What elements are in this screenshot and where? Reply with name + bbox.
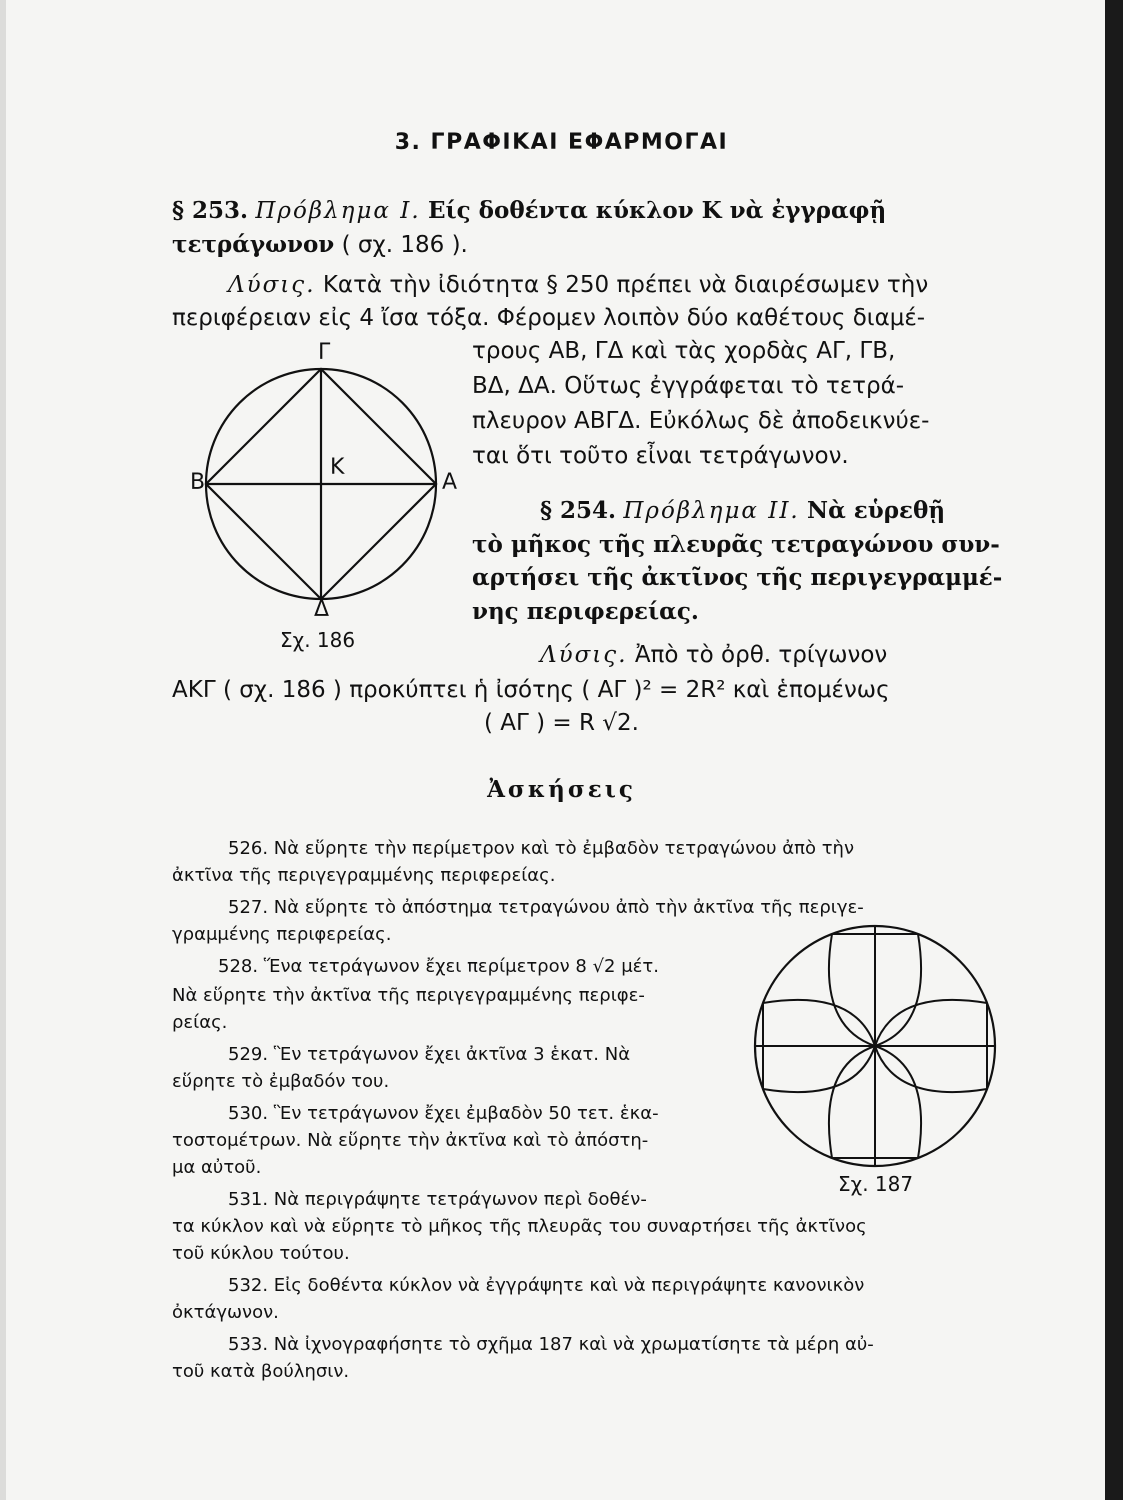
fig187-arc-right-top (875, 1000, 987, 1046)
p254-statement-line2: τὸ μῆκος τῆς πλευρᾶς τετραγώνου συν- (472, 531, 1000, 558)
figure-187 (745, 916, 1005, 1176)
p253-statement-line1 (172, 196, 886, 226)
p253-statement-line2 (172, 230, 468, 260)
exercise-533-line2: τοῦ κατὰ βούλησιν. (172, 1361, 350, 1382)
fig187-caption: Σχ. 187 (838, 1172, 914, 1196)
exercise-528-line1: 528. Ἕνα τετράγωνον ἔχει περίμετρον 8 √2 μέτ. (218, 956, 659, 977)
p253-statement-2: τετράγωνον (172, 231, 335, 258)
fig187-arc-right-bottom (875, 1046, 987, 1092)
p254-statement-1: Νὰ εὑρεθῇ (807, 497, 946, 524)
p253-solution-line3: τρους ΑΒ, ΓΔ καὶ τὰς χορδὰς ΑΓ, ΓΒ, (472, 338, 896, 364)
p254-name: Πρόβλημα ΙΙ. (623, 498, 800, 524)
exercise-528-line2: Νὰ εὕρητε τὴν ἀκτῖνα τῆς περιγεγραμμένης περιφε- (172, 985, 645, 1006)
fig187-arc-left-bottom (763, 1046, 875, 1092)
p253-solution-line5: πλευρον ΑΒΓΔ. Εὐκόλως δὲ ἀποδεικνύε- (472, 408, 930, 434)
page-left-shade (0, 0, 6, 1500)
p253-solution-1: Κατὰ τὴν ἰδιότητα § 250 πρέπει νὰ διαιρέσωμεν τὴν (322, 272, 929, 298)
p253-ref: ( σχ. 186 ). (341, 232, 468, 258)
fig186-label-kappa: Κ (330, 455, 345, 480)
fig186-label-alpha: Α (442, 470, 458, 495)
figure-186 (196, 360, 446, 610)
p253-solution-line4: ΒΔ, ΔΑ. Οὕτως ἐγγράφεται τὸ τετρά- (472, 373, 905, 399)
exercise-533-line1: 533. Νὰ ἰχνογραφήσητε τὸ σχῆμα 187 καὶ νὰ χρωματίσητε τὰ μέρη αὐ- (228, 1334, 874, 1355)
exercise-531-line1: 531. Νὰ περιγράψητε τετράγωνον περὶ δοθέν- (228, 1189, 647, 1210)
p254-solution-line2: ΑΚΓ ( σχ. 186 ) προκύπτει ἡ ἰσότης ( ΑΓ )² = 2R² καὶ ἑπομένως (172, 677, 890, 703)
fig186-label-delta: Δ (314, 597, 330, 622)
exercise-532-line1: 532. Εἰς δοθέντα κύκλον νὰ ἐγγράψητε καὶ νὰ περιγράψητε κανονικὸν (228, 1275, 865, 1296)
fig186-caption: Σχ. 186 (280, 628, 356, 652)
p254-statement-line3: αρτήσει τῆς ἀκτῖνος τῆς περιγεγραμμέ- (472, 564, 1003, 591)
fig187-arc-bottom-left (829, 1046, 875, 1158)
exercises-heading: Ἀσκήσεις (487, 776, 636, 803)
section-title: 3. ΓΡΑΦΙΚΑΙ ΕΦΑΡΜΟΓΑΙ (394, 130, 729, 155)
exercise-530-line3: μα αὐτοῦ. (172, 1157, 262, 1178)
exercise-529-line1: 529. Ἓν τετράγωνον ἔχει ἀκτῖνα 3 ἑκατ. Νὰ (228, 1044, 631, 1065)
exercise-530-line1: 530. Ἓν τετράγωνον ἔχει ἐμβαδὸν 50 τετ. ἑκα- (228, 1103, 659, 1124)
exercise-531-line3: τοῦ κύκλου τούτου. (172, 1243, 350, 1264)
p253-name: Πρόβλημα Ι. (255, 198, 421, 224)
p253-solution-line1 (228, 270, 928, 300)
exercise-532-line2: ὀκτάγωνον. (172, 1302, 279, 1323)
fig186-label-beta: Β (190, 470, 206, 495)
exercise-527-line1: 527. Νὰ εὕρητε τὸ ἀπόστημα τετραγώνου ἀπὸ τὴν ἀκτῖνα τῆς περιγε- (228, 897, 864, 918)
exercise-531-line2: τα κύκλον καὶ νὰ εὕρητε τὸ μῆκος τῆς πλευρᾶς του συναρτήσει τῆς ἀκτῖνος (172, 1216, 867, 1237)
p254-solution-line1 (540, 640, 887, 670)
fig187-arc-top-right (875, 934, 921, 1046)
p254-statement-line1 (540, 496, 945, 526)
p253-statement: Είς δοθέντα κύκλον Κ νὰ ἐγγραφῇ (427, 197, 887, 224)
p253-number: § 253. (172, 197, 249, 224)
exercise-527-line2: γραμμένης περιφερείας. (172, 924, 392, 945)
p253-solution-label: Λύσις. (228, 272, 316, 298)
p254-solution-line3: ( ΑΓ ) = R √2. (484, 710, 639, 736)
p253-solution-line2: περιφέρειαν εἰς 4 ἴσα τόξα. Φέρομεν λοιπὸν δύο καθέτους διαμέ- (172, 305, 926, 331)
p254-solution-label: Λύσις. (540, 642, 628, 668)
fig187-arc-bottom-right (875, 1046, 921, 1158)
exercise-530-line2: τοστομέτρων. Νὰ εὕρητε τὴν ἀκτῖνα καὶ τὸ ἀπόστη- (172, 1130, 649, 1151)
exercise-526-line2: ἀκτῖνα τῆς περιγεγραμμένης περιφερείας. (172, 865, 556, 886)
exercise-529-line2: εὕρητε τὸ ἐμβαδόν του. (172, 1071, 390, 1092)
fig187-arc-left-top (763, 1000, 875, 1046)
p254-statement-line4: νης περιφερείας. (472, 598, 699, 625)
p254-solution-1: Ἀπὸ τὸ ὀρθ. τρίγωνον (634, 642, 888, 668)
fig187-arc-top-left (829, 934, 875, 1046)
exercise-528-line3: ρείας. (172, 1012, 228, 1033)
p254-number: § 254. (540, 497, 617, 524)
page-right-edge (1105, 0, 1123, 1500)
p253-solution-line6: ται ὅτι τοῦτο εἶναι τετράγωνον. (472, 443, 849, 469)
exercise-526-line1: 526. Νὰ εὕρητε τὴν περίμετρον καὶ τὸ ἐμβαδὸν τετραγώνου ἀπὸ τὴν (228, 838, 855, 859)
fig186-label-gamma: Γ (318, 340, 331, 365)
